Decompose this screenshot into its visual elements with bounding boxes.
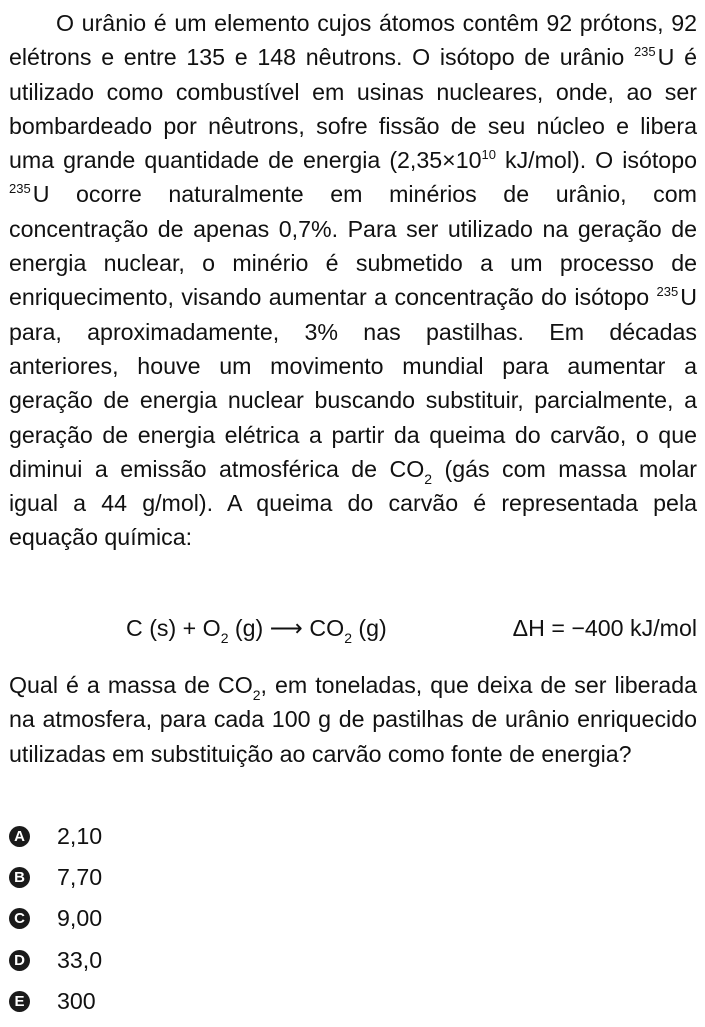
- option-letter-badge: C: [9, 908, 30, 929]
- option-text: 300: [57, 987, 96, 1014]
- isotope-mass-number: 235: [633, 44, 656, 60]
- equation-enthalpy: ΔH = −400 kJ/mol: [512, 615, 697, 641]
- stem-text-1: O urânio é um elemento cujos átomos contêm 92 prótons, 92 elétrons e entre 135 e 148 nêutrons. O isótopo de urânio: [9, 10, 697, 71]
- co2-subscript: 2: [424, 470, 433, 487]
- isotope-mass-number: 235: [656, 284, 679, 300]
- energy-exponent: 10: [481, 147, 496, 163]
- option-letter-badge: B: [9, 867, 30, 888]
- co2-subscript: 2: [344, 630, 352, 646]
- option-text: 2,10: [57, 823, 103, 849]
- co2-subscript: 2: [252, 687, 261, 703]
- stem-text-3: kJ/mol). O isótopo: [495, 147, 697, 174]
- question-prompt: Qual é a massa de $CO_2$, em toneladas, que deixa de ser liberada na atmosfera, para cada 100 g de pastilhas de urânio enriquecido utilizadas em substituição ao carvão como fonte de energia?: [9, 672, 697, 767]
- stem-text-4: U ocorre naturalmente em minérios de urânio, com concentração de apenas 0,7%. Para ser utilizado na geração de energia nuclear, o minério é submetido a um processo de enriquecimento, visando aumentar a concentração do isótopo: [9, 181, 697, 311]
- option-text: 9,00: [57, 905, 103, 932]
- option-letter-badge: D: [9, 950, 30, 971]
- option-letter-badge: E: [9, 991, 30, 1012]
- option-text: 33,0: [57, 946, 103, 973]
- stem-text-6: (gás com massa molar igual a 44 g/mol). A queima do carvão é representada pela equação química:: [9, 455, 697, 551]
- stem-text-2: U é utilizado como combustível em usinas nucleares, onde, ao ser bombardeado por nêutrons, sofre fissão de seu núcleo e libera uma grande quantidade de energia (2,35×10: [9, 44, 697, 174]
- option-text: 7,70: [57, 864, 103, 891]
- question-stem: [9, 6, 697, 555]
- equation-reaction: C $(s) + O_2$ (g) ⟶ $CO_2$ (g): [126, 615, 387, 646]
- stem-text-5: U para, aproximadamente, 3% nas pastilhas. Em décadas anteriores, houve um movimento mundial para aumentar a geração de energia nuclear buscando substituir, parcialmente, a geração de energia elétrica a partir da queima do carvão, o que diminui a emissão atmosférica de CO: [9, 284, 697, 482]
- option-letter-badge: A: [9, 826, 30, 847]
- o2-subscript: 2: [220, 630, 229, 646]
- isotope-mass-number: 235: [9, 181, 31, 197]
